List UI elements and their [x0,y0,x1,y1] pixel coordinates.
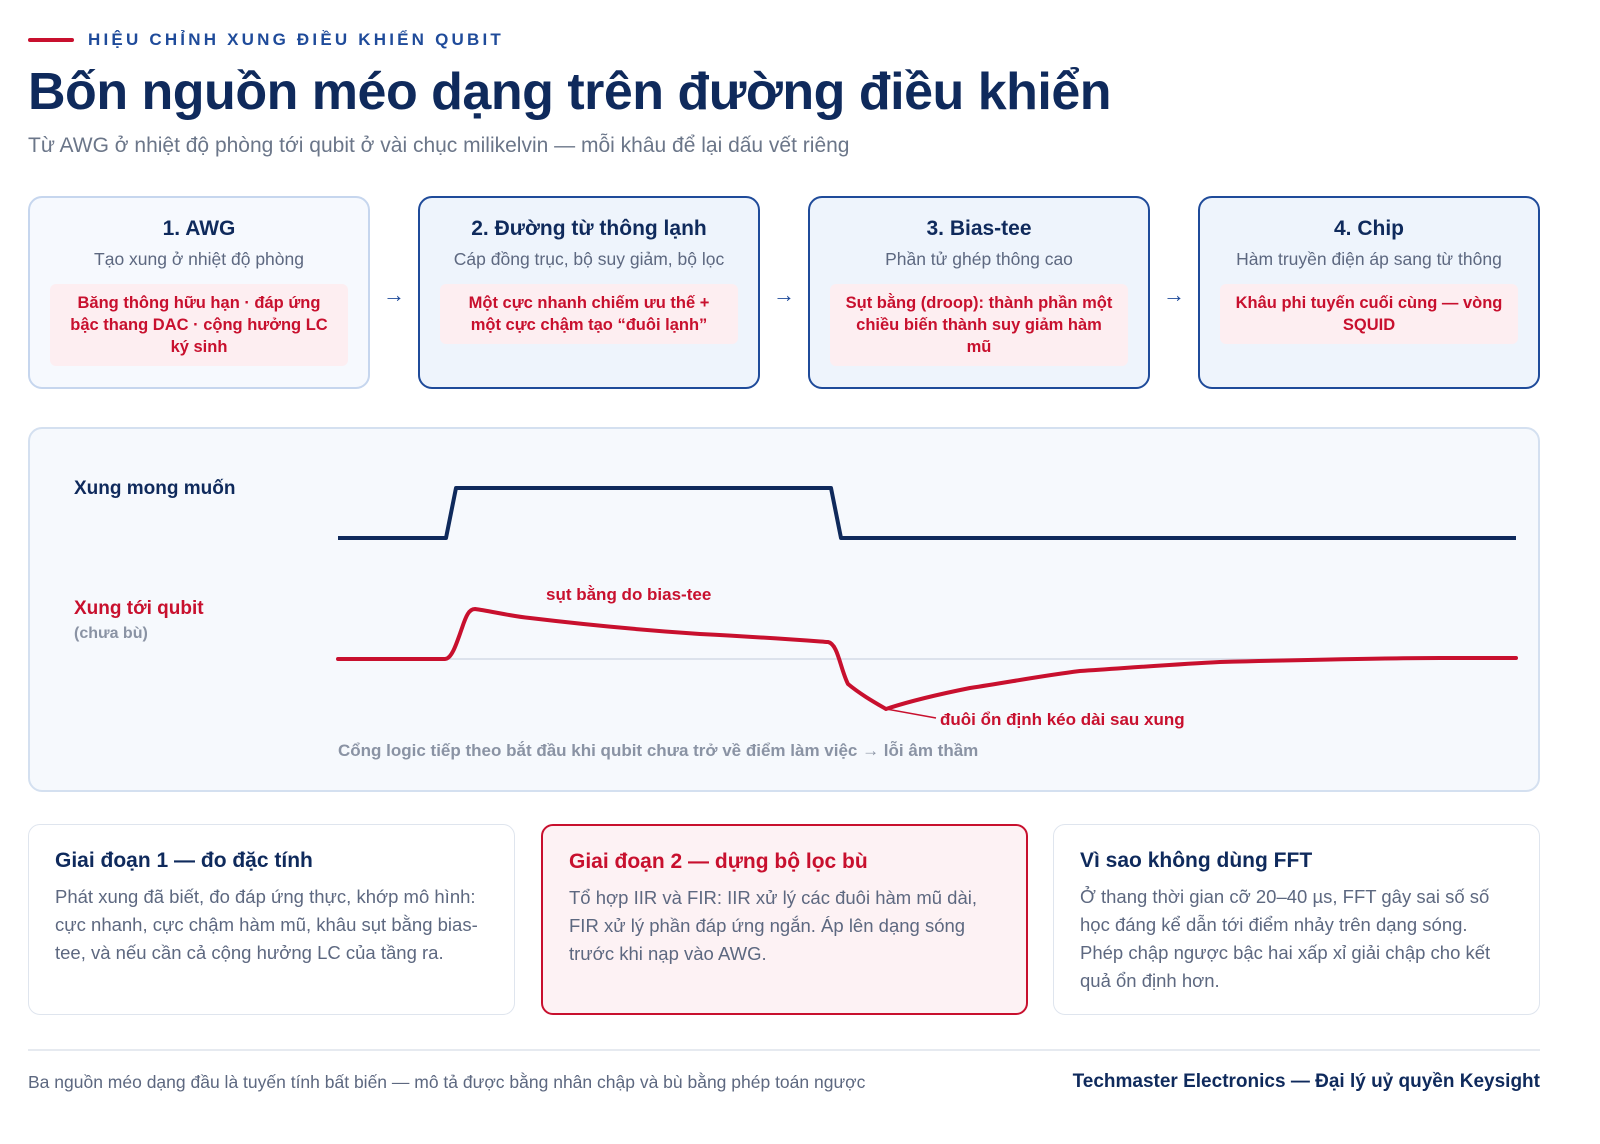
qubit-pulse-sublabel: (chưa bù) [74,625,148,642]
card-characterization [28,824,515,1015]
stage-distortion-note: Khâu phi tuyến cuối cùng — vòng SQUID [1220,284,1518,344]
flow-arrow-icon: → [383,282,405,307]
card-body: Phát xung đã biết, đo đáp ứng thực, khớp mô hình: cực nhanh, cực chậm hàm mũ, khâu sụt bằng bias-tee, và nếu cần cả cộng hưởng LC của tầng ra. [55,886,478,963]
flow-arrow-icon: → [773,282,795,307]
footer-divider [28,1049,1540,1051]
stage-subtitle: Cáp đồng trục, bộ suy giảm, bộ lọc [453,249,725,269]
stage-title: 1. AWG [162,217,236,240]
panel-footnote: Cổng logic tiếp theo bắt đầu khi qubit chưa trở về điểm làm việc → lỗi âm thầm [338,741,979,760]
card-title: Giai đoạn 1 — đo đặc tính [55,849,313,872]
card-why-not-fft [1053,824,1540,1015]
stage-distortion-note: Băng thông hữu hạn · đáp ứng bậc thang DAC · cộng hưởng LC ký sinh [50,284,348,366]
stage-subtitle: Phần tử ghép thông cao [885,249,1073,269]
stage-title: 3. Bias-tee [926,217,1032,240]
stage-title: 4. Chip [1333,217,1404,240]
desired-pulse-label: Xung mong muốn [74,478,236,499]
tail-annotation-leader [886,709,936,718]
page-title: Bốn nguồn méo dạng trên đường điều khiển [28,63,1112,121]
droop-annotation: sụt bằng do bias-tee [546,585,712,604]
stage-subtitle: Tạo xung ở nhiệt độ phòng [94,249,304,269]
card-compensation-filter [541,824,1028,1015]
tail-annotation: đuôi ổn định kéo dài sau xung [940,710,1185,729]
qubit-pulse-label: Xung tới qubit [74,598,204,619]
card-title: Vì sao không dùng FFT [1080,849,1313,872]
page-subtitle: Từ AWG ở nhiệt độ phòng tới qubit ở vài chục milikelvin — mỗi khâu để lại dấu vết riêng [28,134,850,157]
card-body: Ở thang thời gian cỡ 20–40 µs, FFT gây sai số số học đáng kể dẫn tới điểm nhảy trên dạng sóng. Phép chập ngược bậc hai xấp xỉ giải chập cho kết quả ổn định hơn. [1080,886,1491,991]
card-body: Tổ hợp IIR và FIR: IIR xử lý các đuôi hàm mũ dài, FIR xử lý phần đáp ứng ngắn. Áp lên dạng sóng trước khi nạp vào AWG. [569,887,978,964]
flow-arrow-icon: → [1163,282,1185,307]
eyebrow-text: HIỆU CHỈNH XUNG ĐIỀU KHIỂN QUBIT [88,30,504,49]
stage-subtitle: Hàm truyền điện áp sang từ thông [1236,249,1502,269]
desired-pulse-line [338,488,1516,538]
stage-distortion-note: Một cực nhanh chiếm ưu thế + một cực chậm tạo “đuôi lạnh” [440,284,738,344]
footer-note: Ba nguồn méo dạng đầu là tuyến tính bất biến — mô tả được bằng nhân chập và bù bằng phép toán ngược [28,1072,866,1092]
stage-distortion-note: Sụt bằng (droop): thành phần một chiều biến thành suy giảm hàm mũ [830,284,1128,366]
card-title: Giai đoạn 2 — dựng bộ lọc bù [569,850,868,873]
footer-brand: Techmaster Electronics — Đại lý uỷ quyền Keysight [1072,1071,1540,1092]
stage-title: 2. Đường từ thông lạnh [471,217,707,240]
